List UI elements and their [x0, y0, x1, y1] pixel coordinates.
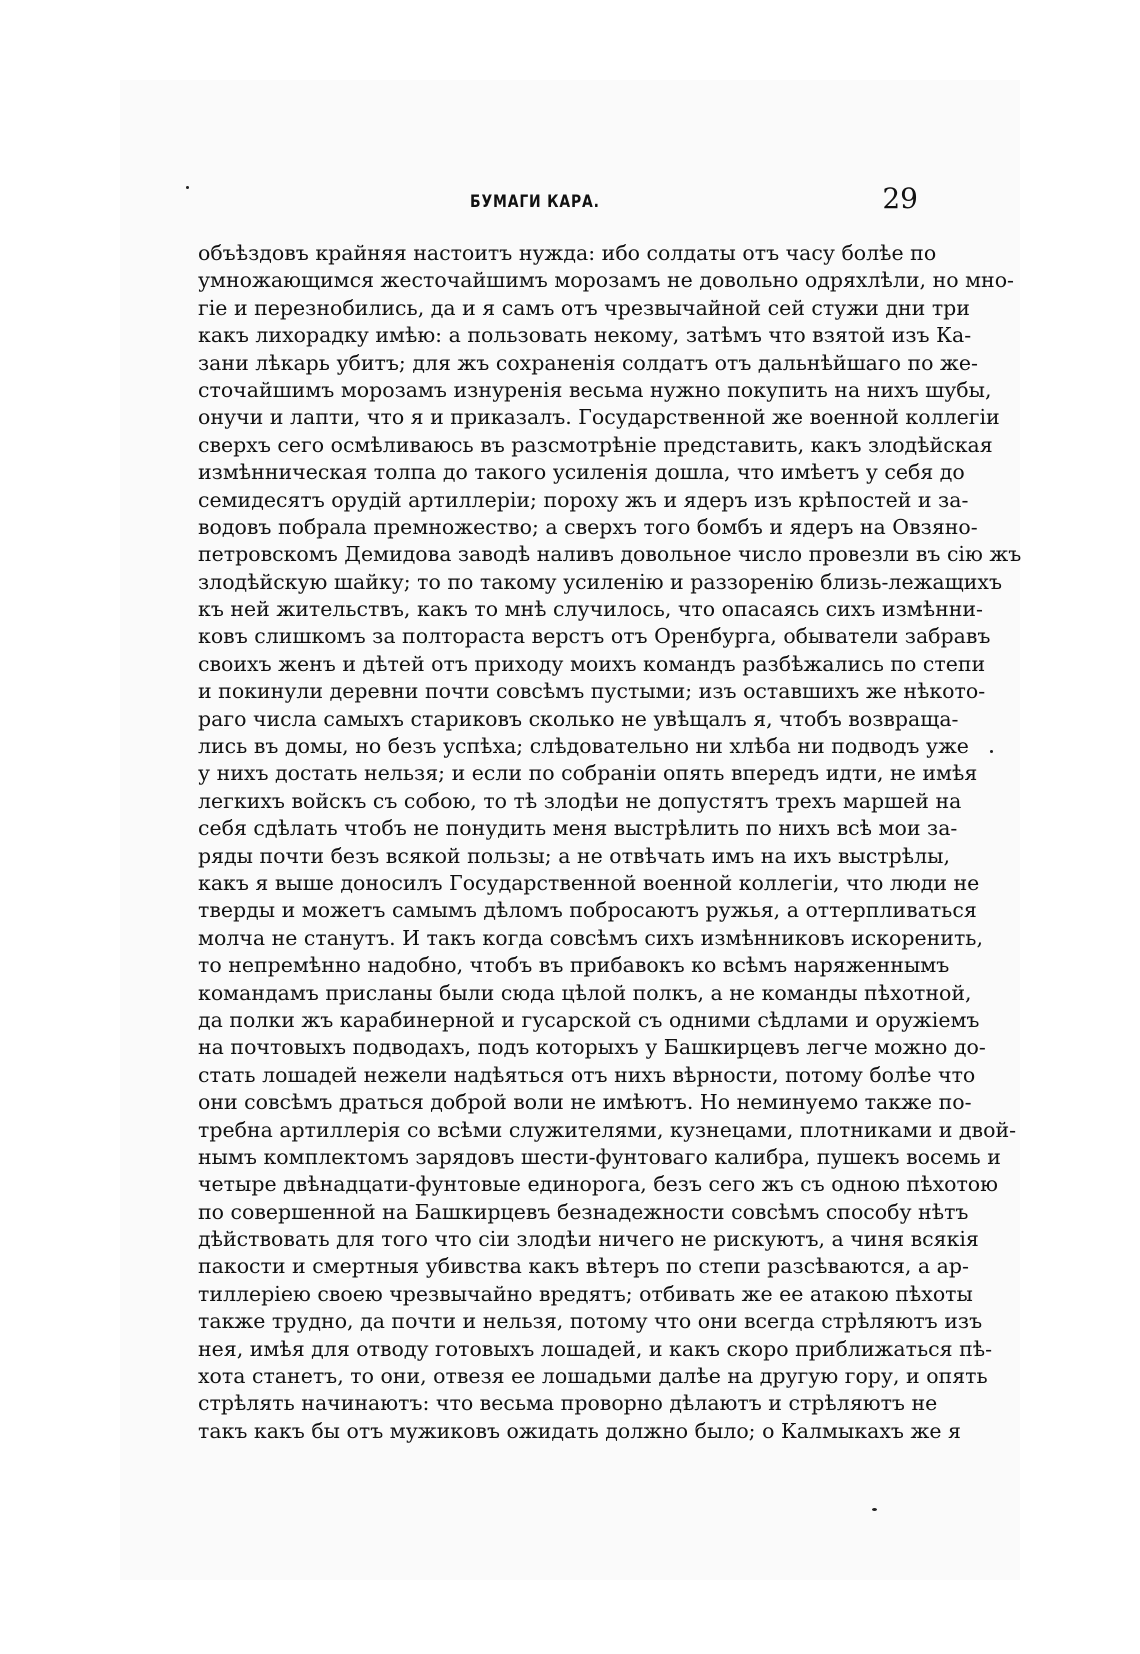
text-line: они совсѣмъ драться доброй воли не имѣютъ. Но неминуемо также по-	[198, 1090, 972, 1115]
text-line: нымъ комплектомъ зарядовъ шести-фунтоваго калибра, пушекъ восемь и	[198, 1144, 1001, 1169]
text-line: зани лѣкарь убитъ; для жъ сохраненія солдатъ отъ дальнѣйшаго по же-	[198, 350, 978, 375]
text-line: у нихъ достать нельзя; и если по собраніи опять впередъ идти, не имѣя	[198, 761, 978, 786]
text-line: да полки жъ карабинерной и гусарской съ одними сѣдлами и оружіемъ	[198, 1007, 980, 1032]
text-line: также трудно, да почти и нельзя, потому что они всегда стрѣляютъ изъ	[198, 1309, 983, 1334]
text-line: онучи и лапти, что я и приказалъ. Государственной же военной коллегіи	[198, 405, 1000, 430]
text-line: такъ какъ бы отъ мужиковъ ожидать должно было; о Калмыкахъ же я	[198, 1418, 961, 1443]
text-line: хота станетъ, то они, отвезя ее лошадьми далѣе на другую гору, и опять	[198, 1364, 988, 1389]
text-line: своихъ женъ и дѣтей отъ приходу моихъ командъ разбѣжались по степи	[198, 651, 986, 676]
text-line: водовъ побрала премножество; а сверхъ того бомбъ и ядеръ на Овзяно-	[198, 514, 978, 539]
text-line: молча не станутъ. И такъ когда совсѣмъ сихъ измѣнниковъ искоренить,	[198, 925, 983, 950]
text-line: сверхъ сего осмѣливаюсь въ разсмотрѣніе представить, какъ злодѣйская	[198, 432, 993, 457]
text-line: себя сдѣлать чтобъ не понудить меня выстрѣлить по нихъ всѣ мои за-	[198, 816, 958, 841]
text-line: легкихъ войскъ съ собою, то тѣ злодѣи не допустятъ трехъ маршей на	[198, 788, 962, 813]
text-line: тверды и можетъ самымъ дѣломъ побросаютъ ружья, а оттерпливаться	[198, 898, 977, 923]
text-line: умножающимся жесточайшимъ морозамъ не довольно одряхлѣли, но мно-	[198, 268, 1014, 293]
scan-speck	[872, 1508, 877, 1511]
text-line: къ ней жительствъ, какъ то мнѣ случилось, что опасаясь сихъ измѣнни-	[198, 597, 983, 622]
text-line: ковъ слишкомъ за полтораста верстъ отъ Оренбурга, обыватели забравъ	[198, 624, 991, 649]
text-line: то непремѣнно надобно, чтобъ въ прибавокъ ко всѣмъ наряженнымъ	[198, 953, 950, 978]
text-line: петровскомъ Демидова заводѣ наливъ довольное число провезли въ сію жъ	[198, 542, 1022, 567]
text-line: гіе и перезнобились, да и я самъ отъ чрезвычайной сей стужи дни три	[198, 295, 970, 320]
text-line: ряды почти безъ всякой пользы; а не отвѣчать имъ на ихъ выстрѣлы,	[198, 843, 951, 868]
text-line: по совершенной на Башкирцевъ безнадежности совсѣмъ способу нѣтъ	[198, 1199, 969, 1224]
text-line: сточайшимъ морозамъ изнуренія весьма нужно покупить на нихъ шубы,	[198, 377, 992, 402]
text-line: раго числа самыхъ стариковъ сколько не увѣщалъ я, чтобъ возвраща-	[198, 706, 959, 731]
running-title: БУМАГИ КАРА.	[470, 192, 600, 212]
text-line: требна артиллерія со всѣми служителями, кузнецами, плотниками и двой-	[198, 1117, 1017, 1142]
body-text	[198, 240, 1022, 1445]
text-line: четыре двѣнадцати-фунтовые единорога, безъ сего жъ съ одною пѣхотою	[198, 1172, 999, 1197]
text-line: стрѣлять начинаютъ: что весьма проворно дѣлаютъ и стрѣляютъ не	[198, 1391, 938, 1416]
text-line: тиллеріею своею чрезвычайно вредятъ; отбивать же ее атакою пѣхоты	[198, 1281, 973, 1306]
text-line: на почтовыхъ подводахъ, подъ которыхъ у Башкирцевъ легче можно до-	[198, 1035, 986, 1060]
scan-speck	[990, 750, 993, 753]
text-line: объѣздовъ крайняя настоитъ нужда: ибо солдаты отъ часу болѣе по	[198, 241, 937, 265]
text-line: стать лошадей нежели надѣяться отъ нихъ вѣрности, потому болѣе что	[198, 1062, 976, 1087]
text-line: семидесятъ орудій артиллеріи; пороху жъ и ядеръ изъ крѣпостей и за-	[198, 487, 969, 512]
text-line: дѣйствовать для того что сіи злодѣи ничего не рискуютъ, а чиня всякія	[198, 1227, 979, 1252]
text-line: нея, имѣя для отводу готовыхъ лошадей, и какъ скоро приближаться пѣ-	[198, 1336, 993, 1361]
text-line: измѣнническая толпа до такого усиленія дошла, что имѣетъ у себя до	[198, 460, 965, 485]
text-line: пакости и смертныя убивства какъ вѣтеръ по степи разсѣваются, а ар-	[198, 1254, 969, 1279]
text-line: какъ лихорадку имѣю: а пользовать некому, затѣмъ что взятой изъ Ка-	[198, 323, 972, 348]
scan-speck	[186, 186, 189, 189]
text-line: злодѣйскую шайку; то по такому усиленію и раззоренію близь-лежащихъ	[198, 569, 1002, 594]
text-line: какъ я выше доносилъ Государственной военной коллегіи, что люди не	[198, 870, 980, 895]
page-number: 29	[882, 182, 918, 215]
text-line: лись въ домы, но безъ успѣха; слѣдовательно ни хлѣба ни подводъ уже	[198, 734, 969, 759]
text-line: командамъ присланы были сюда цѣлой полкъ, а не команды пѣхотной,	[198, 980, 972, 1005]
text-line: и покинули деревни почти совсѣмъ пустыми; изъ оставшихъ же нѣкото-	[198, 679, 986, 704]
